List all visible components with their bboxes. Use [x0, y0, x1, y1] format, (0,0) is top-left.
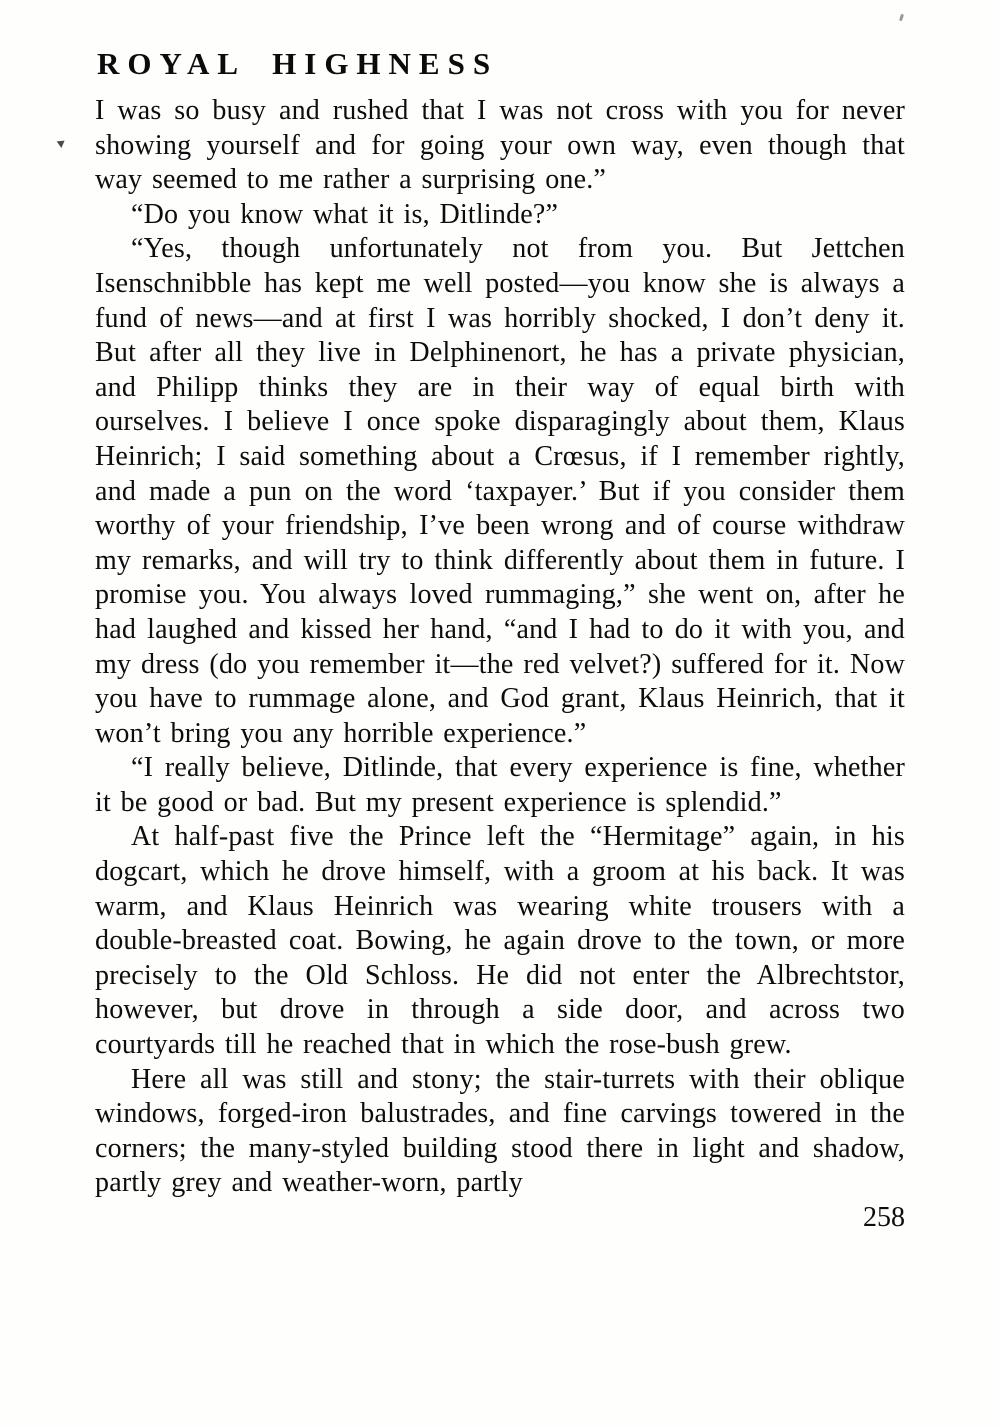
paragraph: At half-past five the Prince left the “Hermitage” again, in his dogcart, which he drove himself, with a groom at his back. It was warm, and Klaus Heinrich was wearing white trousers with a double-breasted coat. Bowing, he again drove to the town, or more precisely to the Old Schloss. He did not enter the Albrechtstor, however, but drove in through a side door, and across two courtyards till he reached that in which the rose-bush grew.: [95, 821, 905, 1061]
paragraph: “I really believe, Ditlinde, that every experience is fine, whether it be good or bad. But my present experience is splendid.”: [95, 752, 905, 818]
margin-mark-icon: [57, 141, 66, 149]
text-column: [95, 94, 905, 1236]
scan-speck-icon: [899, 14, 904, 22]
paragraph: I was so busy and rushed that I was not cross with you for never showing yourself and for going your own way, even though that way seemed to me rather a surprising one.”: [95, 95, 905, 196]
page-number: 258: [863, 1202, 905, 1233]
paragraph: Here all was still and stony; the stair-turrets with their oblique windows, forged-iron balustrades, and fine carvings towered in the corners; the many-styled building stood there in light and shadow, partly grey and weather-worn, partly: [95, 1063, 905, 1199]
running-header: ROYAL HIGHNESS: [97, 46, 499, 81]
paragraph: “Yes, though unfortunately not from you. But Jettchen Isenschnibble has kept me well posted—you know she is always a fund of news—and at first I was horribly shocked, I don’t deny it. But after all they live in Delphinenort, he has a private physician, and Philipp thinks they are in their way of equal birth with ourselves. I believe I once spoke disparagingly about them, Klaus Heinrich; I said something about a Crœsus, if I remember rightly, and made a pun on the word ‘taxpayer.’ But if you consider them worthy of your friendship, I’ve been wrong and of course withdraw my remarks, and will try to think differently about them in future. I promise you. You always loved rummaging,” she went on, after he had laughed and kissed her hand, “and I had to do it with you, and my dress (do you remember it—the red velvet?) suffered for it. Now you have to rummage alone, and God grant, Klaus Heinrich, that it won’t bring you any horrible experience.”: [95, 233, 905, 749]
paragraph: “Do you know what it is, Ditlinde?”: [131, 198, 559, 230]
